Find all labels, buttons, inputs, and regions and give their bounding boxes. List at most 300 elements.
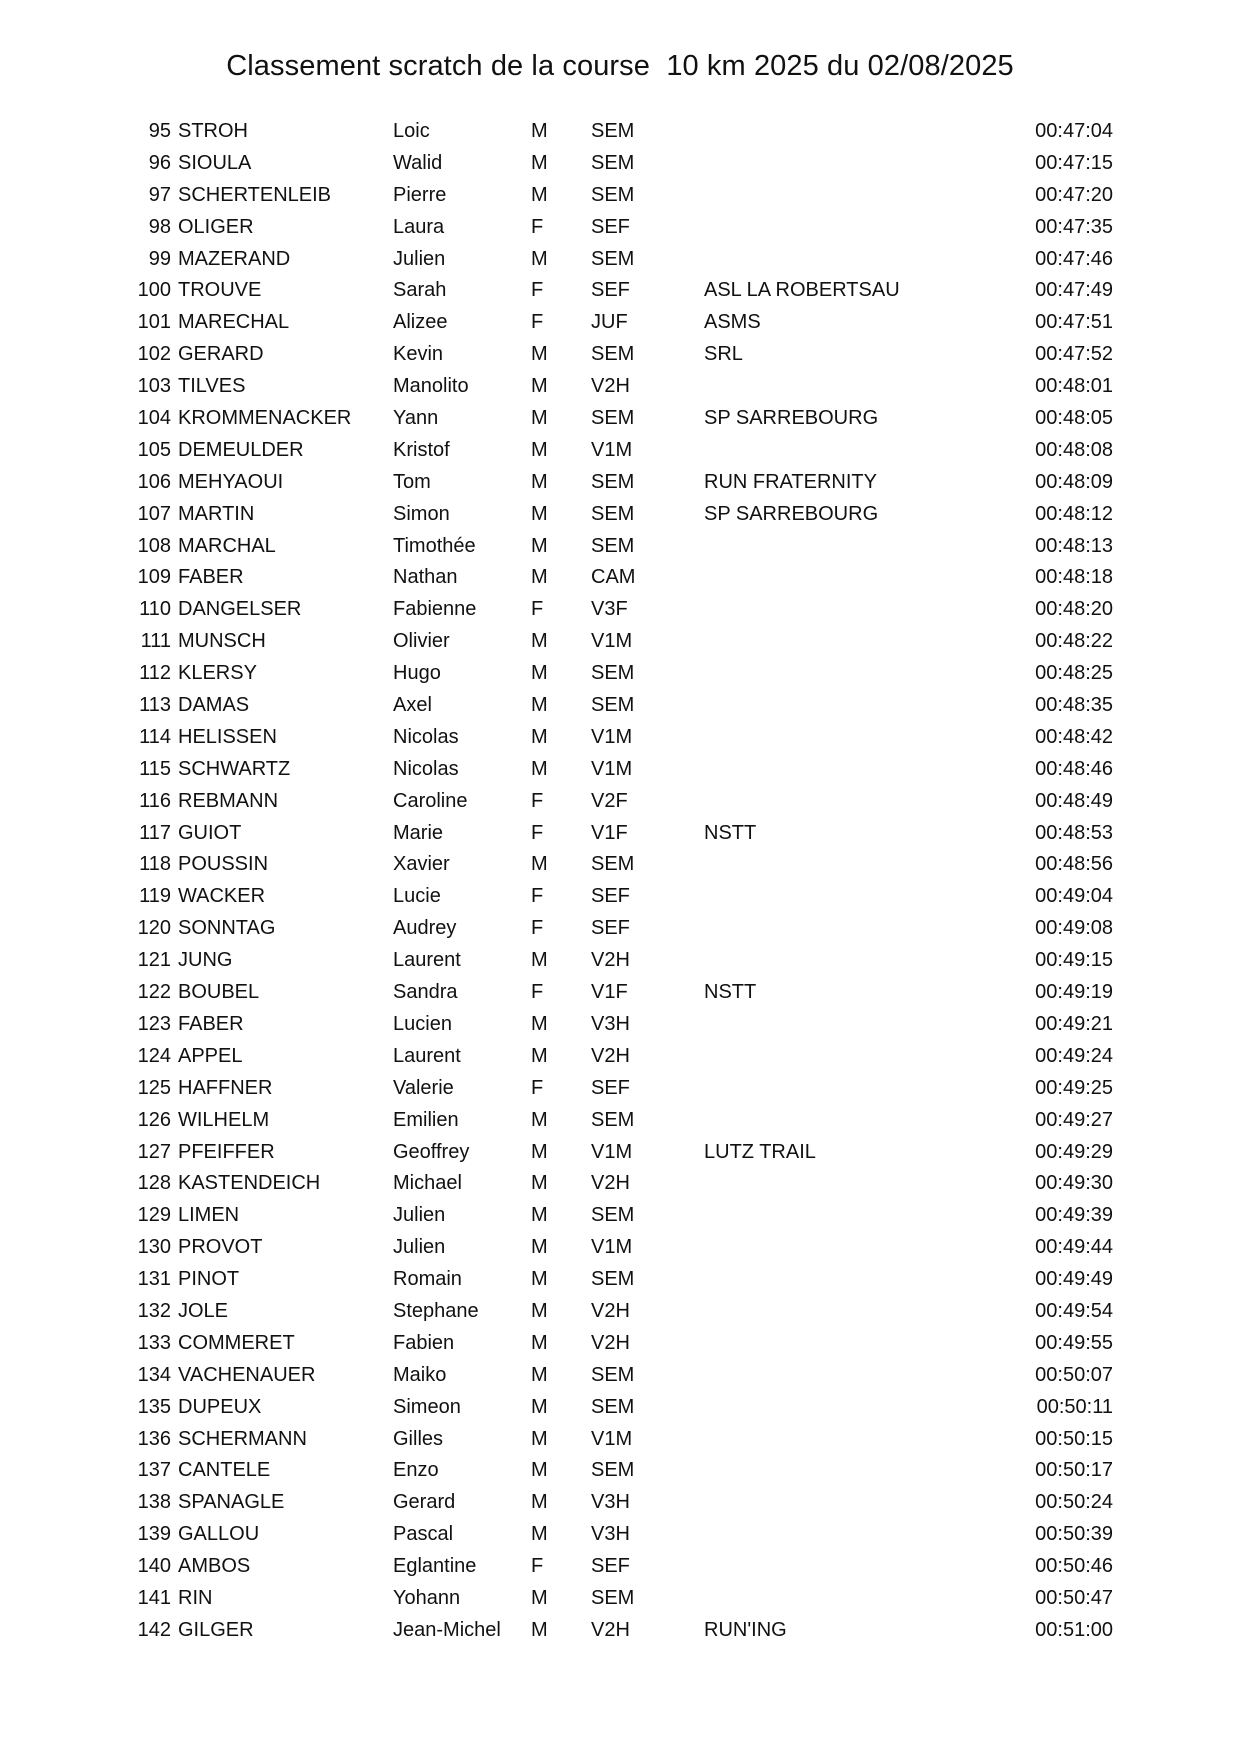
last-name-cell: CANTELE: [178, 1459, 271, 1482]
rank-cell: 129: [137, 1204, 171, 1227]
first-name-cell: Fabien: [393, 1331, 455, 1354]
category-cell: SEM: [591, 470, 635, 493]
first-name-cell: Gilles: [393, 1427, 444, 1450]
sex-cell: M: [531, 1459, 548, 1482]
last-name-cell: SCHERTENLEIB: [178, 183, 332, 206]
last-name-cell: SCHERMANN: [178, 1427, 307, 1450]
category-cell: SEF: [591, 279, 630, 302]
club-cell: RUN FRATERNITY: [704, 470, 877, 493]
page-title: Classement scratch de la course 10 km 2025 du 02/08/2025: [226, 50, 1014, 82]
table-row: [0, 849, 1240, 881]
category-cell: SEF: [591, 917, 630, 940]
rank-cell: 124: [137, 1044, 171, 1067]
first-name-cell: Nicolas: [393, 725, 459, 748]
table-row: [0, 148, 1240, 180]
last-name-cell: HAFFNER: [178, 1076, 273, 1099]
rank-cell: 114: [139, 725, 171, 748]
time-cell: 00:48:35: [1035, 694, 1113, 717]
last-name-cell: VACHENAUER: [178, 1363, 316, 1386]
last-name-cell: SIOULA: [178, 151, 252, 174]
first-name-cell: Sarah: [393, 279, 447, 302]
table-row: [0, 467, 1240, 499]
sex-cell: M: [531, 407, 548, 430]
time-cell: 00:48:53: [1035, 821, 1113, 844]
table-row: [0, 1615, 1240, 1647]
first-name-cell: Enzo: [393, 1459, 439, 1482]
rank-cell: 127: [137, 1140, 171, 1163]
sex-cell: M: [531, 1491, 548, 1514]
sex-cell: M: [531, 1236, 548, 1259]
first-name-cell: Yann: [393, 407, 439, 430]
time-cell: 00:47:46: [1035, 247, 1113, 270]
table-row: [0, 531, 1240, 563]
rank-cell: 107: [137, 502, 171, 525]
table-row: [0, 1583, 1240, 1615]
first-name-cell: Kevin: [393, 343, 444, 366]
sex-cell: M: [531, 1108, 548, 1131]
category-cell: SEM: [591, 534, 635, 557]
sex-cell: M: [531, 534, 548, 557]
club-cell: SP SARREBOURG: [704, 407, 879, 430]
sex-cell: M: [531, 694, 548, 717]
last-name-cell: DEMEULDER: [178, 438, 304, 461]
first-name-cell: Geoffrey: [393, 1140, 470, 1163]
first-name-cell: Lucie: [393, 885, 441, 908]
sex-cell: M: [531, 757, 548, 780]
sex-cell: M: [531, 662, 548, 685]
club-cell: SRL: [704, 343, 743, 366]
last-name-cell: BOUBEL: [178, 981, 260, 1004]
sex-cell: F: [531, 821, 544, 844]
first-name-cell: Pierre: [393, 183, 447, 206]
table-row: [0, 371, 1240, 403]
table-row: [0, 690, 1240, 722]
rank-cell: 96: [148, 151, 171, 174]
category-cell: SEM: [591, 1586, 635, 1609]
table-row: [0, 594, 1240, 626]
table-row: [0, 881, 1240, 913]
table-row: [0, 1328, 1240, 1360]
rank-cell: 137: [137, 1459, 171, 1482]
last-name-cell: KASTENDEICH: [178, 1172, 321, 1195]
first-name-cell: Loic: [393, 120, 430, 142]
club-cell: SP SARREBOURG: [704, 502, 879, 525]
last-name-cell: DUPEUX: [178, 1395, 262, 1418]
last-name-cell: SONNTAG: [178, 917, 276, 940]
first-name-cell: Axel: [393, 694, 432, 717]
time-cell: 00:47:04: [1035, 120, 1113, 142]
category-cell: V2H: [591, 375, 630, 398]
time-cell: 00:49:54: [1035, 1299, 1113, 1322]
time-cell: 00:47:49: [1035, 279, 1113, 302]
first-name-cell: Laurent: [393, 1044, 461, 1067]
last-name-cell: GALLOU: [178, 1523, 260, 1546]
time-cell: 00:50:07: [1035, 1363, 1113, 1386]
first-name-cell: Audrey: [393, 917, 457, 940]
sex-cell: M: [531, 566, 548, 589]
last-name-cell: MARCHAL: [178, 534, 276, 557]
time-cell: 00:47:51: [1035, 311, 1113, 334]
time-cell: 00:49:27: [1035, 1108, 1113, 1131]
first-name-cell: Valerie: [393, 1076, 454, 1099]
table-row: [0, 562, 1240, 594]
sex-cell: M: [531, 1140, 548, 1163]
first-name-cell: Sandra: [393, 981, 458, 1004]
table-row: [0, 1232, 1240, 1264]
category-cell: SEM: [591, 343, 635, 366]
last-name-cell: KLERSY: [178, 662, 257, 685]
category-cell: V2H: [591, 1299, 630, 1322]
table-row: [0, 403, 1240, 435]
first-name-cell: Stephane: [393, 1299, 479, 1322]
table-row: [0, 339, 1240, 371]
first-name-cell: Lucien: [393, 1012, 452, 1035]
time-cell: 00:48:12: [1035, 502, 1113, 525]
sex-cell: M: [531, 949, 548, 972]
rank-cell: 138: [137, 1491, 171, 1514]
category-cell: V2H: [591, 949, 630, 972]
category-cell: V1M: [591, 1140, 633, 1163]
sex-cell: M: [531, 438, 548, 461]
time-cell: 00:47:20: [1035, 183, 1113, 206]
time-cell: 00:48:18: [1035, 566, 1113, 589]
time-cell: 00:50:24: [1035, 1491, 1113, 1514]
time-cell: 00:49:29: [1035, 1140, 1113, 1163]
first-name-cell: Fabienne: [393, 598, 477, 621]
rank-cell: 141: [137, 1586, 171, 1609]
rank-cell: 117: [139, 821, 171, 844]
sex-cell: F: [531, 885, 544, 908]
first-name-cell: Walid: [393, 151, 443, 174]
rank-cell: 142: [137, 1618, 171, 1641]
last-name-cell: JOLE: [178, 1299, 229, 1322]
table-row: [0, 244, 1240, 276]
last-name-cell: OLIGER: [178, 215, 254, 238]
time-cell: 00:47:35: [1035, 215, 1113, 238]
last-name-cell: AMBOS: [178, 1555, 251, 1578]
rank-cell: 108: [137, 534, 171, 557]
table-row: [0, 626, 1240, 658]
rank-cell: 119: [139, 885, 171, 908]
sex-cell: M: [531, 1618, 548, 1641]
category-cell: V2H: [591, 1331, 630, 1354]
sex-cell: M: [531, 1331, 548, 1354]
category-cell: V1M: [591, 757, 633, 780]
time-cell: 00:50:47: [1035, 1586, 1113, 1609]
sex-cell: M: [531, 502, 548, 525]
rank-cell: 111: [140, 630, 171, 653]
first-name-cell: Emilien: [393, 1108, 459, 1131]
sex-cell: M: [531, 1427, 548, 1450]
category-cell: SEM: [591, 1204, 635, 1227]
sex-cell: M: [531, 343, 548, 366]
table-row: [0, 1392, 1240, 1424]
sex-cell: M: [531, 1586, 548, 1609]
rank-cell: 102: [137, 343, 171, 366]
last-name-cell: COMMERET: [178, 1331, 295, 1354]
time-cell: 00:51:00: [1035, 1618, 1113, 1641]
table-row: [0, 116, 1240, 148]
category-cell: V1M: [591, 1236, 633, 1259]
rank-cell: 98: [148, 215, 171, 238]
rank-cell: 126: [137, 1108, 171, 1131]
first-name-cell: Nicolas: [393, 757, 459, 780]
last-name-cell: PINOT: [178, 1268, 240, 1291]
last-name-cell: WILHELM: [178, 1108, 270, 1131]
first-name-cell: Laurent: [393, 949, 461, 972]
first-name-cell: Eglantine: [393, 1555, 477, 1578]
sex-cell: M: [531, 1299, 548, 1322]
category-cell: SEF: [591, 1555, 630, 1578]
table-row: [0, 499, 1240, 531]
sex-cell: M: [531, 1268, 548, 1291]
time-cell: 00:50:11: [1036, 1395, 1113, 1418]
category-cell: SEM: [591, 247, 635, 270]
first-name-cell: Michael: [393, 1172, 462, 1195]
table-row: [0, 1455, 1240, 1487]
first-name-cell: Hugo: [393, 662, 441, 685]
category-cell: V3H: [591, 1523, 630, 1546]
rank-cell: 110: [139, 598, 171, 621]
rank-cell: 97: [148, 183, 171, 206]
first-name-cell: Julien: [393, 1236, 446, 1259]
sex-cell: M: [531, 1363, 548, 1386]
table-row: [0, 818, 1240, 850]
sex-cell: F: [531, 215, 544, 238]
sex-cell: M: [531, 247, 548, 270]
last-name-cell: GERARD: [178, 343, 264, 366]
last-name-cell: RIN: [178, 1586, 213, 1609]
category-cell: V1M: [591, 1427, 633, 1450]
time-cell: 00:50:17: [1035, 1459, 1113, 1482]
rank-cell: 109: [137, 566, 171, 589]
rank-cell: 132: [137, 1299, 171, 1322]
category-cell: V3H: [591, 1491, 630, 1514]
first-name-cell: Olivier: [393, 630, 450, 653]
sex-cell: F: [531, 1555, 544, 1578]
time-cell: 00:49:08: [1035, 917, 1113, 940]
time-cell: 00:48:01: [1035, 375, 1113, 398]
last-name-cell: PROVOT: [178, 1236, 263, 1259]
table-row: [0, 1264, 1240, 1296]
last-name-cell: FABER: [178, 566, 244, 589]
time-cell: 00:48:09: [1035, 470, 1113, 493]
last-name-cell: TROUVE: [178, 279, 262, 302]
table-row: [0, 275, 1240, 307]
rank-cell: 101: [137, 311, 171, 334]
club-cell: NSTT: [704, 821, 757, 844]
rank-cell: 128: [137, 1172, 171, 1195]
table-row: [0, 1137, 1240, 1169]
time-cell: 00:49:55: [1035, 1331, 1113, 1354]
first-name-cell: Julien: [393, 247, 446, 270]
rank-cell: 122: [137, 981, 171, 1004]
last-name-cell: MEHYAOUI: [178, 470, 284, 493]
last-name-cell: POUSSIN: [178, 853, 269, 876]
time-cell: 00:49:44: [1035, 1236, 1113, 1259]
rank-cell: 95: [148, 120, 171, 142]
time-cell: 00:49:39: [1035, 1204, 1113, 1227]
rank-cell: 99: [148, 247, 171, 270]
rank-cell: 136: [137, 1427, 171, 1450]
first-name-cell: Caroline: [393, 789, 468, 812]
last-name-cell: MAZERAND: [178, 247, 291, 270]
category-cell: SEM: [591, 151, 635, 174]
table-row: [0, 1073, 1240, 1105]
category-cell: SEM: [591, 1395, 635, 1418]
category-cell: SEM: [591, 1268, 635, 1291]
category-cell: SEM: [591, 502, 635, 525]
rank-cell: 139: [137, 1523, 171, 1546]
first-name-cell: Tom: [393, 470, 431, 493]
first-name-cell: Laura: [393, 215, 445, 238]
table-row: [0, 786, 1240, 818]
sex-cell: M: [531, 1523, 548, 1546]
last-name-cell: DANGELSER: [178, 598, 302, 621]
table-row: [0, 722, 1240, 754]
time-cell: 00:50:15: [1035, 1427, 1113, 1450]
club-cell: RUN'ING: [704, 1618, 787, 1641]
category-cell: SEF: [591, 215, 630, 238]
category-cell: V1F: [591, 981, 628, 1004]
table-row: [0, 212, 1240, 244]
time-cell: 00:50:46: [1035, 1555, 1113, 1578]
table-row: [0, 658, 1240, 690]
first-name-cell: Gerard: [393, 1491, 456, 1514]
rank-cell: 135: [137, 1395, 171, 1418]
first-name-cell: Maiko: [393, 1363, 447, 1386]
time-cell: 00:48:05: [1035, 407, 1113, 430]
sex-cell: M: [531, 120, 548, 142]
first-name-cell: Timothée: [393, 534, 476, 557]
table-row: [0, 1551, 1240, 1583]
table-row: [0, 1487, 1240, 1519]
table-row: [0, 1424, 1240, 1456]
table-row: [0, 1519, 1240, 1551]
category-cell: V2F: [591, 789, 628, 812]
first-name-cell: Kristof: [393, 438, 450, 461]
first-name-cell: Jean-Michel: [393, 1618, 501, 1641]
rank-cell: 134: [137, 1363, 171, 1386]
table-row: [0, 1041, 1240, 1073]
sex-cell: M: [531, 1012, 548, 1035]
last-name-cell: MARECHAL: [178, 311, 290, 334]
sex-cell: F: [531, 311, 544, 334]
first-name-cell: Alizee: [393, 311, 448, 334]
time-cell: 00:49:30: [1035, 1172, 1113, 1195]
time-cell: 00:49:19: [1035, 981, 1113, 1004]
rank-cell: 116: [139, 789, 171, 812]
category-cell: SEM: [591, 694, 635, 717]
club-cell: NSTT: [704, 981, 757, 1004]
table-row: [0, 1200, 1240, 1232]
table-row: [0, 1296, 1240, 1328]
category-cell: V2H: [591, 1618, 630, 1641]
sex-cell: F: [531, 789, 544, 812]
category-cell: V1M: [591, 725, 633, 748]
first-name-cell: Nathan: [393, 566, 458, 589]
category-cell: SEM: [591, 407, 635, 430]
category-cell: V3F: [591, 598, 628, 621]
last-name-cell: LIMEN: [178, 1204, 240, 1227]
table-row: [0, 1168, 1240, 1200]
last-name-cell: APPEL: [178, 1044, 243, 1067]
time-cell: 00:48:22: [1035, 630, 1113, 653]
table-row: [0, 913, 1240, 945]
club-cell: ASMS: [704, 311, 761, 334]
last-name-cell: DAMAS: [178, 694, 250, 717]
category-cell: SEM: [591, 1459, 635, 1482]
last-name-cell: HELISSEN: [178, 725, 277, 748]
time-cell: 00:49:49: [1035, 1268, 1113, 1291]
last-name-cell: MARTIN: [178, 502, 255, 525]
rank-cell: 103: [137, 375, 171, 398]
category-cell: SEM: [591, 662, 635, 685]
rank-cell: 104: [137, 407, 171, 430]
last-name-cell: PFEIFFER: [178, 1140, 275, 1163]
time-cell: 00:48:42: [1035, 725, 1113, 748]
last-name-cell: SCHWARTZ: [178, 757, 291, 780]
sex-cell: F: [531, 981, 544, 1004]
sex-cell: M: [531, 1044, 548, 1067]
first-name-cell: Xavier: [393, 853, 450, 876]
last-name-cell: MUNSCH: [178, 630, 266, 653]
time-cell: 00:49:21: [1035, 1012, 1113, 1035]
club-cell: ASL LA ROBERTSAU: [704, 279, 900, 302]
rank-cell: 133: [137, 1331, 171, 1354]
sex-cell: M: [531, 151, 548, 174]
table-row: [0, 180, 1240, 212]
category-cell: SEM: [591, 183, 635, 206]
rank-cell: 113: [139, 694, 171, 717]
last-name-cell: REBMANN: [178, 789, 279, 812]
rank-cell: 112: [139, 662, 171, 685]
category-cell: JUF: [591, 311, 628, 334]
first-name-cell: Romain: [393, 1268, 462, 1291]
rank-cell: 120: [137, 917, 171, 940]
sex-cell: M: [531, 375, 548, 398]
rank-cell: 118: [139, 853, 171, 876]
table-row: [0, 945, 1240, 977]
rank-cell: 123: [137, 1012, 171, 1035]
rank-cell: 140: [137, 1555, 171, 1578]
time-cell: 00:49:04: [1035, 885, 1113, 908]
table-row: [0, 307, 1240, 339]
first-name-cell: Pascal: [393, 1523, 454, 1546]
rank-cell: 121: [137, 949, 171, 972]
first-name-cell: Manolito: [393, 375, 469, 398]
category-cell: SEF: [591, 885, 630, 908]
first-name-cell: Julien: [393, 1204, 446, 1227]
first-name-cell: Yohann: [393, 1586, 461, 1609]
rank-cell: 105: [137, 438, 171, 461]
time-cell: 00:48:46: [1035, 757, 1113, 780]
rank-cell: 131: [137, 1268, 171, 1291]
time-cell: 00:48:49: [1035, 789, 1113, 812]
club-cell: LUTZ TRAIL: [704, 1140, 816, 1163]
first-name-cell: Marie: [393, 821, 444, 844]
table-row: [0, 1105, 1240, 1137]
sex-cell: F: [531, 917, 544, 940]
last-name-cell: GILGER: [178, 1618, 254, 1641]
table-row: [0, 754, 1240, 786]
sex-cell: M: [531, 183, 548, 206]
sex-cell: M: [531, 1172, 548, 1195]
time-cell: 00:48:25: [1035, 662, 1113, 685]
last-name-cell: GUIOT: [178, 821, 242, 844]
time-cell: 00:48:20: [1035, 598, 1113, 621]
category-cell: SEM: [591, 1363, 635, 1386]
